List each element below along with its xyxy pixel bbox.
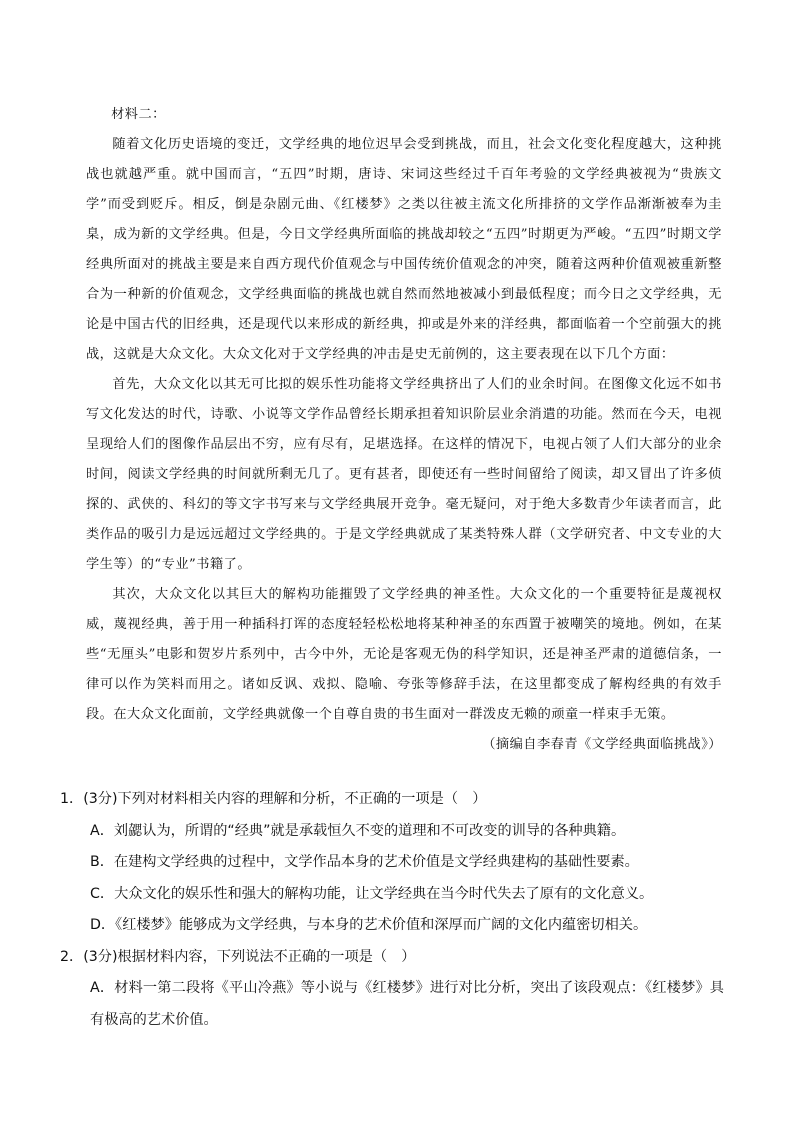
option-c: C．大众文化的娱乐性和强大的解构功能，让文学经典在当今时代失去了原有的文化意义。 bbox=[90, 885, 654, 902]
question-1 bbox=[60, 784, 724, 942]
question-stem: 1．(3分)下列对材料相关内容的理解和分析，不正确的一项是（ ） bbox=[60, 791, 487, 807]
passage-paragraph: 首先，大众文化以其无可比拟的娱乐性功能将文学经典挤出了人们的业余时间。在图像文化远不如书写文化发达的时代，诗歌、小说等文学作品曾经长期承担着知识阶层业余消遣的功能。然而在今天，电视呈现给人们的图像作品层出不穷，应有尽有，足堪选择。在这样的情况下，电视占领了人们大部分的业余时间，阅读文学经典的时间就所剩无几了。更有甚者，即使还有一些时间留给了阅读，却又冒出了许多侦探的、武侠的、科幻的等文字书写来与文学经典展开竞争。毫无疑问，对于绝大多数青少年读者而言，此类作品的吸引力是远远超过文学经典的。于是文学经典就成了某类特殊人群（文学研究者、中文专业的大学生等）的“专业”书籍了。 bbox=[86, 377, 722, 572]
question-2 bbox=[60, 942, 724, 1037]
passage-paragraph: 随着文化历史语境的变迁，文学经典的地位迟早会受到挑战，而且，社会文化变化程度越大，这种挑战也就越严重。就中国而言，“五四”时期，唐诗、宋词这些经过千百年考验的文学经典被视为“贵族文学”而受到贬斥。相反，倒是杂剧元曲、《红楼梦》之类以往被主流文化所排挤的文学作品渐渐被奉为圭臬，成为新的文学经典。但是，今日文学经典所面临的挑战却较之“五四”时期更为严峻。“五四”时期文学经典所面对的挑战主要是来自西方现代价值观念与中国传统价值观念的冲突，随着这两种价值观被重新整合为一种新的价值观念，文学经典面临的挑战也就自然而然地被减小到最低程度；而今日之文学经典，无论是中国古代的旧经典，还是现代以来形成的新经典，抑或是外来的洋经典，都面临着一个空前强大的挑战，这就是大众文化。大众文化对于文学经典的冲击是史无前例的，这主要表现在以下几个方面： bbox=[86, 137, 722, 362]
passage-heading: 材料二： bbox=[111, 107, 166, 122]
option-a: A．材料一第二段将《平山冷燕》等小说与《红楼梦》进行对比分析，突出了该段观点：《红楼梦》具有极高的艺术价值。 bbox=[90, 980, 724, 1028]
passage-source: （摘编自李春青《文学经典面临挑战》） bbox=[482, 737, 722, 752]
option-d: D．《红楼梦》能够成为文学经典，与本身的艺术价值和深厚而广阔的文化内蕴密切相关。 bbox=[90, 917, 648, 933]
option-b: B．在建构文学经典的过程中，文学作品本身的艺术价值是文学经典建构的基础性要素。 bbox=[90, 854, 639, 870]
question-stem: 2．(3分)根据材料内容，下列说法不正确的一项是（ ） bbox=[60, 948, 416, 965]
reading-passage bbox=[86, 100, 722, 760]
passage-paragraph: 其次，大众文化以其巨大的解构功能摧毁了文学经典的神圣性。大众文化的一个重要特征是蔑视权威，蔑视经典，善于用一种插科打诨的态度轻轻松松地将某种神圣的东西置于被嘲笑的境地。例如，在某些“无厘头”电影和贺岁片系列中，古今中外，无论是客观无伪的科学知识，还是神圣严肃的道德信条，一律可以作为笑料而用之。诸如反讽、戏拟、隐喻、夸张等修辞手法，在这里都变成了解构经典的有效手段。在大众文化面前，文学经典就像一个自尊自贵的书生面对一群泼皮无赖的顽童一样束手无策。 bbox=[86, 587, 722, 722]
option-a: A．刘勰认为，所谓的“经典”就是承载恒久不变的道理和不可改变的训导的各种典籍。 bbox=[90, 822, 626, 839]
question-list bbox=[60, 784, 724, 1036]
